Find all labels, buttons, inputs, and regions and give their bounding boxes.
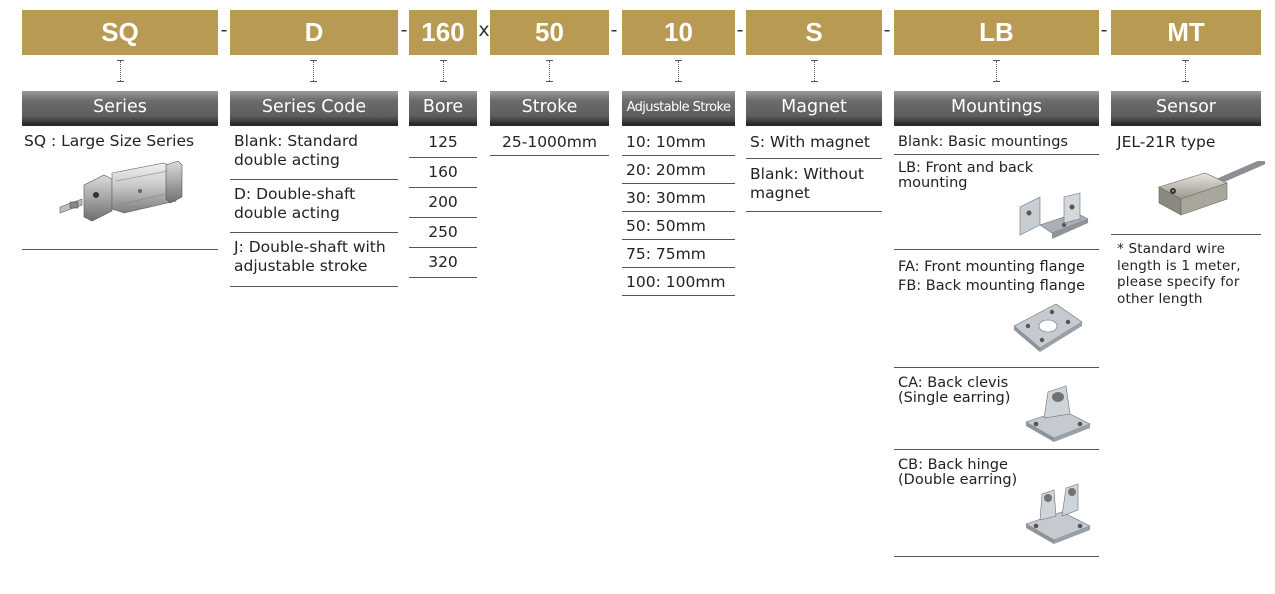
- double-clevis-image: [1022, 480, 1094, 546]
- code-sensor: MT: [1111, 10, 1261, 55]
- sensor-column: [1111, 129, 1261, 307]
- adjustable-stroke-item: 30: 30mm: [622, 184, 735, 212]
- code-stroke: 50: [490, 10, 609, 55]
- code-mountings: LB: [894, 10, 1099, 55]
- bore-item: 125: [409, 129, 477, 158]
- stroke-item: 25-1000mm: [490, 129, 609, 156]
- connector: [675, 60, 682, 82]
- code-series: SQ: [22, 10, 218, 55]
- header-bore: Bore: [409, 91, 477, 126]
- series-column: [22, 129, 218, 250]
- code-adjustable-stroke: 10: [622, 10, 735, 55]
- magnet-column: [746, 129, 882, 212]
- code-bore: 160: [409, 10, 477, 55]
- header-adjustable-stroke: Adjustable Stroke: [622, 91, 735, 126]
- adjustable-stroke-item: 10: 10mm: [622, 129, 735, 156]
- adjustable-stroke-item: 20: 20mm: [622, 156, 735, 184]
- sensor-note: * Standard wire length is 1 meter, please specify for other length: [1117, 241, 1241, 307]
- mounting-item: [894, 129, 1099, 155]
- bore-column: [409, 129, 477, 278]
- mounting-item: [894, 155, 1099, 250]
- sensor-image: [1155, 161, 1265, 227]
- single-clevis-image: [1022, 382, 1094, 444]
- series-code-item: Blank: Standard double acting: [230, 129, 398, 180]
- connector: [993, 60, 1000, 82]
- header-series-code: Series Code: [230, 91, 398, 126]
- code-magnet: S: [746, 10, 882, 55]
- header-mountings: Mountings: [894, 91, 1099, 126]
- foot-bracket-image: [1016, 191, 1092, 243]
- bore-item: 320: [409, 248, 477, 278]
- mounting-label: CB: Back hinge (Double earring): [898, 457, 1018, 488]
- mounting-item: [894, 368, 1099, 450]
- mounting-label: CA: Back clevis (Single earring): [898, 375, 1011, 406]
- separator: -: [736, 19, 744, 41]
- separator: -: [610, 19, 618, 41]
- adjustable-stroke-item: 100: 100mm: [622, 268, 735, 296]
- flange-plate-image: [1012, 300, 1084, 354]
- bore-item: 200: [409, 188, 477, 218]
- series-cell: [22, 129, 218, 250]
- mountings-column: [894, 129, 1099, 557]
- sensor-type: JEL-21R type: [1117, 133, 1216, 151]
- bore-item: 250: [409, 218, 477, 248]
- adjustable-stroke-item: 75: 75mm: [622, 240, 735, 268]
- separator: -: [1100, 19, 1108, 41]
- sensor-cell: [1111, 129, 1261, 235]
- mounting-label: LB: Front and back mounting: [898, 160, 1034, 191]
- mounting-label: Blank: Basic mountings: [898, 134, 1068, 150]
- bore-item: 160: [409, 158, 477, 188]
- separator: x: [478, 19, 490, 41]
- mounting-label: FA: Front mounting flange: [898, 259, 1085, 275]
- adjustable-stroke-column: [622, 129, 735, 296]
- connector: [811, 60, 818, 82]
- magnet-item: S: With magnet: [746, 129, 882, 159]
- separator: -: [400, 19, 408, 41]
- connector: [1182, 60, 1189, 82]
- mounting-item: [894, 450, 1099, 557]
- separator: -: [883, 19, 891, 41]
- header-stroke: Stroke: [490, 91, 609, 126]
- header-magnet: Magnet: [746, 91, 882, 126]
- cylinder-image: [56, 161, 186, 233]
- mounting-item: [894, 250, 1099, 368]
- series-code-column: [230, 129, 398, 287]
- connector: [310, 60, 317, 82]
- series-code-item: J: Double-shaft with adjustable stroke: [230, 233, 398, 287]
- mounting-label: FB: Back mounting flange: [898, 278, 1086, 294]
- connector: [440, 60, 447, 82]
- header-series: Series: [22, 91, 218, 126]
- series-code-item: D: Double-shaft double acting: [230, 180, 398, 233]
- adjustable-stroke-item: 50: 50mm: [622, 212, 735, 240]
- stroke-column: [490, 129, 609, 156]
- connector: [117, 60, 124, 82]
- magnet-item: Blank: Without magnet: [746, 159, 882, 212]
- series-text: SQ : Large Size Series: [24, 132, 195, 150]
- code-series-code: D: [230, 10, 398, 55]
- separator: -: [220, 19, 228, 41]
- header-sensor: Sensor: [1111, 91, 1261, 126]
- connector: [546, 60, 553, 82]
